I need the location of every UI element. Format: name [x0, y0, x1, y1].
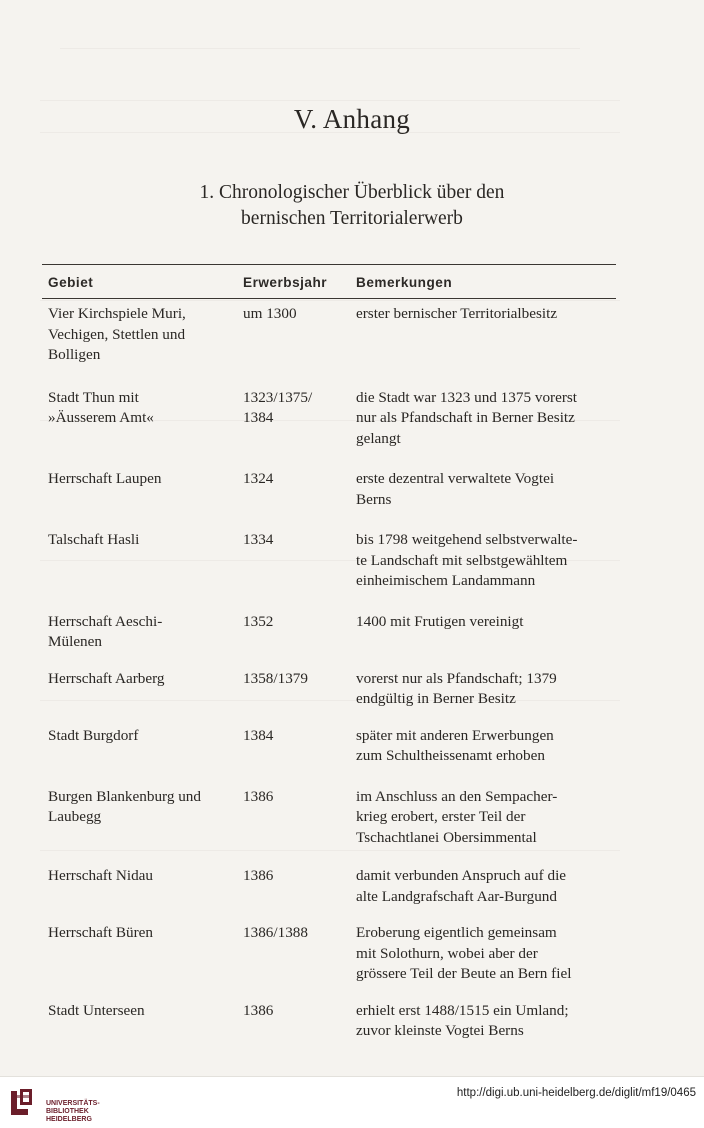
- cell-line: gelangt: [356, 429, 401, 447]
- cell-bemerkungen: [350, 1001, 616, 1042]
- table-row: [42, 787, 616, 867]
- cell-line: 1386/1388: [243, 924, 308, 941]
- cell-line: Stadt Unterseen: [48, 1001, 145, 1019]
- cell-line: Burgen Blankenburg und: [48, 787, 201, 805]
- cell-line: Laubegg: [48, 808, 102, 825]
- cell-gebiet: [42, 388, 237, 470]
- cell-line: zuvor kleinste Vogtei Berns: [356, 1022, 524, 1039]
- cell-line: Tschachtlanei Obersimmental: [356, 828, 537, 846]
- cell-bemerkungen: [350, 866, 616, 923]
- cell-line: Stadt Thun mit: [48, 388, 139, 406]
- chapter-title: V. Anhang: [293, 104, 411, 134]
- cell-line: Herrschaft Laupen: [48, 470, 162, 487]
- cell-erwerbsjahr: [237, 866, 350, 923]
- cell-line: später mit anderen Erwerbungen: [356, 726, 554, 744]
- cell-line: zum Schultheissenamt erhoben: [356, 747, 545, 764]
- cell-gebiet: [42, 530, 237, 612]
- cell-bemerkungen: [350, 726, 616, 787]
- cell-line: grössere Teil der Beute an Bern fiel: [356, 965, 572, 982]
- cell-line: 1323/1375/: [243, 388, 313, 406]
- column-header-bemerkungen: Bemerkungen: [356, 274, 453, 290]
- logo-text-line-3: HEIDELBERG: [46, 1116, 92, 1123]
- footer-bar: [0, 1076, 704, 1128]
- cell-line: Herrschaft Aeschi-: [48, 612, 163, 630]
- cell-gebiet: [42, 726, 237, 787]
- cell-gebiet: [42, 612, 237, 669]
- table-top-rule: [42, 264, 616, 265]
- table-row: [42, 469, 616, 530]
- cell-gebiet: [42, 1001, 237, 1042]
- section-title: [0, 180, 704, 232]
- cell-line: 1358/1379: [243, 669, 308, 687]
- university-library-logo: [8, 1085, 118, 1121]
- cell-erwerbsjahr: [237, 787, 350, 867]
- cell-line: Eroberung eigentlich gemeinsam: [356, 924, 557, 941]
- cell-gebiet: [42, 923, 237, 1001]
- cell-line: einheimischem Landammann: [356, 572, 536, 589]
- cell-line: Vechigen, Stettlen und: [48, 325, 186, 343]
- cell-bemerkungen: [350, 787, 616, 867]
- cell-line: 1400 mit Frutigen vereinigt: [356, 612, 524, 630]
- cell-erwerbsjahr: [237, 612, 350, 669]
- cell-line: krieg erobert, erster Teil der: [356, 808, 526, 825]
- table-row: [42, 726, 616, 787]
- cell-line: erhielt erst 1488/1515 ein Umland;: [356, 1001, 569, 1019]
- table-header-row: [42, 268, 616, 298]
- cell-line: Herrschaft Büren: [48, 924, 153, 941]
- cell-line: 1384: [243, 409, 274, 426]
- table-row: [42, 530, 616, 612]
- section-title-line-1: 1. Chronologischer Überblick über den: [199, 182, 505, 203]
- cell-line: im Anschluss an den Sempacher-: [356, 787, 558, 805]
- cell-bemerkungen: [350, 469, 616, 530]
- territorial-acquisition-table: [42, 268, 616, 1042]
- cell-line: Berns: [356, 490, 392, 508]
- cell-erwerbsjahr: [237, 669, 350, 726]
- table-row: [42, 298, 616, 388]
- cell-bemerkungen: [350, 298, 616, 388]
- cell-line: bis 1798 weitgehend selbstverwalte-: [356, 531, 578, 548]
- cell-line: mit Solothurn, wobei aber der: [356, 944, 538, 962]
- university-library-logo-icon: [8, 1085, 36, 1119]
- cell-erwerbsjahr: [237, 923, 350, 1001]
- cell-bemerkungen: [350, 530, 616, 612]
- cell-line: erste dezentral verwaltete Vogtei: [356, 470, 555, 487]
- cell-line: 1384: [243, 726, 274, 744]
- logo-text-line-2: BIBLIOTHEK: [46, 1108, 89, 1115]
- cell-bemerkungen: [350, 923, 616, 1001]
- cell-bemerkungen: [350, 669, 616, 726]
- cell-line: »Äusserem Amt«: [48, 409, 154, 426]
- cell-line: erster bernischer Territorialbesitz: [356, 305, 558, 322]
- cell-line: Talschaft Hasli: [48, 531, 140, 548]
- cell-line: vorerst nur als Pfandschaft; 1379: [356, 669, 557, 687]
- cell-gebiet: [42, 866, 237, 923]
- cell-line: 1386: [243, 867, 274, 884]
- cell-line: alte Landgrafschaft Aar-Burgund: [356, 887, 557, 905]
- table-row: [42, 1001, 616, 1042]
- cell-bemerkungen: [350, 612, 616, 669]
- table-row: [42, 923, 616, 1001]
- cell-erwerbsjahr: [237, 530, 350, 612]
- cell-gebiet: [42, 298, 237, 388]
- cell-line: Stadt Burgdorf: [48, 726, 139, 744]
- cell-line: 1386: [243, 1001, 274, 1019]
- cell-line: 1334: [243, 531, 274, 548]
- cell-erwerbsjahr: [237, 298, 350, 388]
- digital-copy-url[interactable]: http://digi.ub.uni-heidelberg.de/diglit/mf19/0465: [456, 1087, 696, 1099]
- cell-line: die Stadt war 1323 und 1375 vorerst: [356, 388, 578, 406]
- table-row: [42, 612, 616, 669]
- cell-line: Herrschaft Nidau: [48, 867, 153, 884]
- logo-text-line-1: UNIVERSITÄTS-: [46, 1100, 100, 1107]
- column-header-gebiet: Gebiet: [48, 274, 94, 290]
- table-row: [42, 866, 616, 923]
- cell-line: nur als Pfandschaft in Berner Besitz: [356, 409, 575, 426]
- logo-text: [46, 1100, 100, 1124]
- cell-line: endgültig in Berner Besitz: [356, 690, 516, 707]
- cell-gebiet: [42, 669, 237, 726]
- cell-erwerbsjahr: [237, 1001, 350, 1042]
- table-row: [42, 669, 616, 726]
- column-header-erwerbsjahr: Erwerbsjahr: [243, 274, 328, 290]
- section-title-line-2: bernischen Territorialerwerb: [241, 208, 463, 229]
- cell-erwerbsjahr: [237, 726, 350, 787]
- cell-line: te Landschaft mit selbstgewähltem: [356, 551, 568, 569]
- cell-gebiet: [42, 469, 237, 530]
- cell-line: Vier Kirchspiele Muri,: [48, 305, 186, 322]
- cell-line: damit verbunden Anspruch auf die: [356, 867, 567, 884]
- cell-line: 1386: [243, 787, 274, 805]
- cell-gebiet: [42, 787, 237, 867]
- cell-line: Bolligen: [48, 346, 101, 363]
- cell-line: 1352: [243, 612, 274, 630]
- table-row: [42, 388, 616, 470]
- cell-line: um 1300: [243, 305, 297, 322]
- cell-bemerkungen: [350, 388, 616, 470]
- cell-line: Mülenen: [48, 633, 102, 650]
- cell-line: Herrschaft Aarberg: [48, 669, 165, 687]
- cell-line: 1324: [243, 470, 274, 487]
- cell-erwerbsjahr: [237, 388, 350, 470]
- cell-erwerbsjahr: [237, 469, 350, 530]
